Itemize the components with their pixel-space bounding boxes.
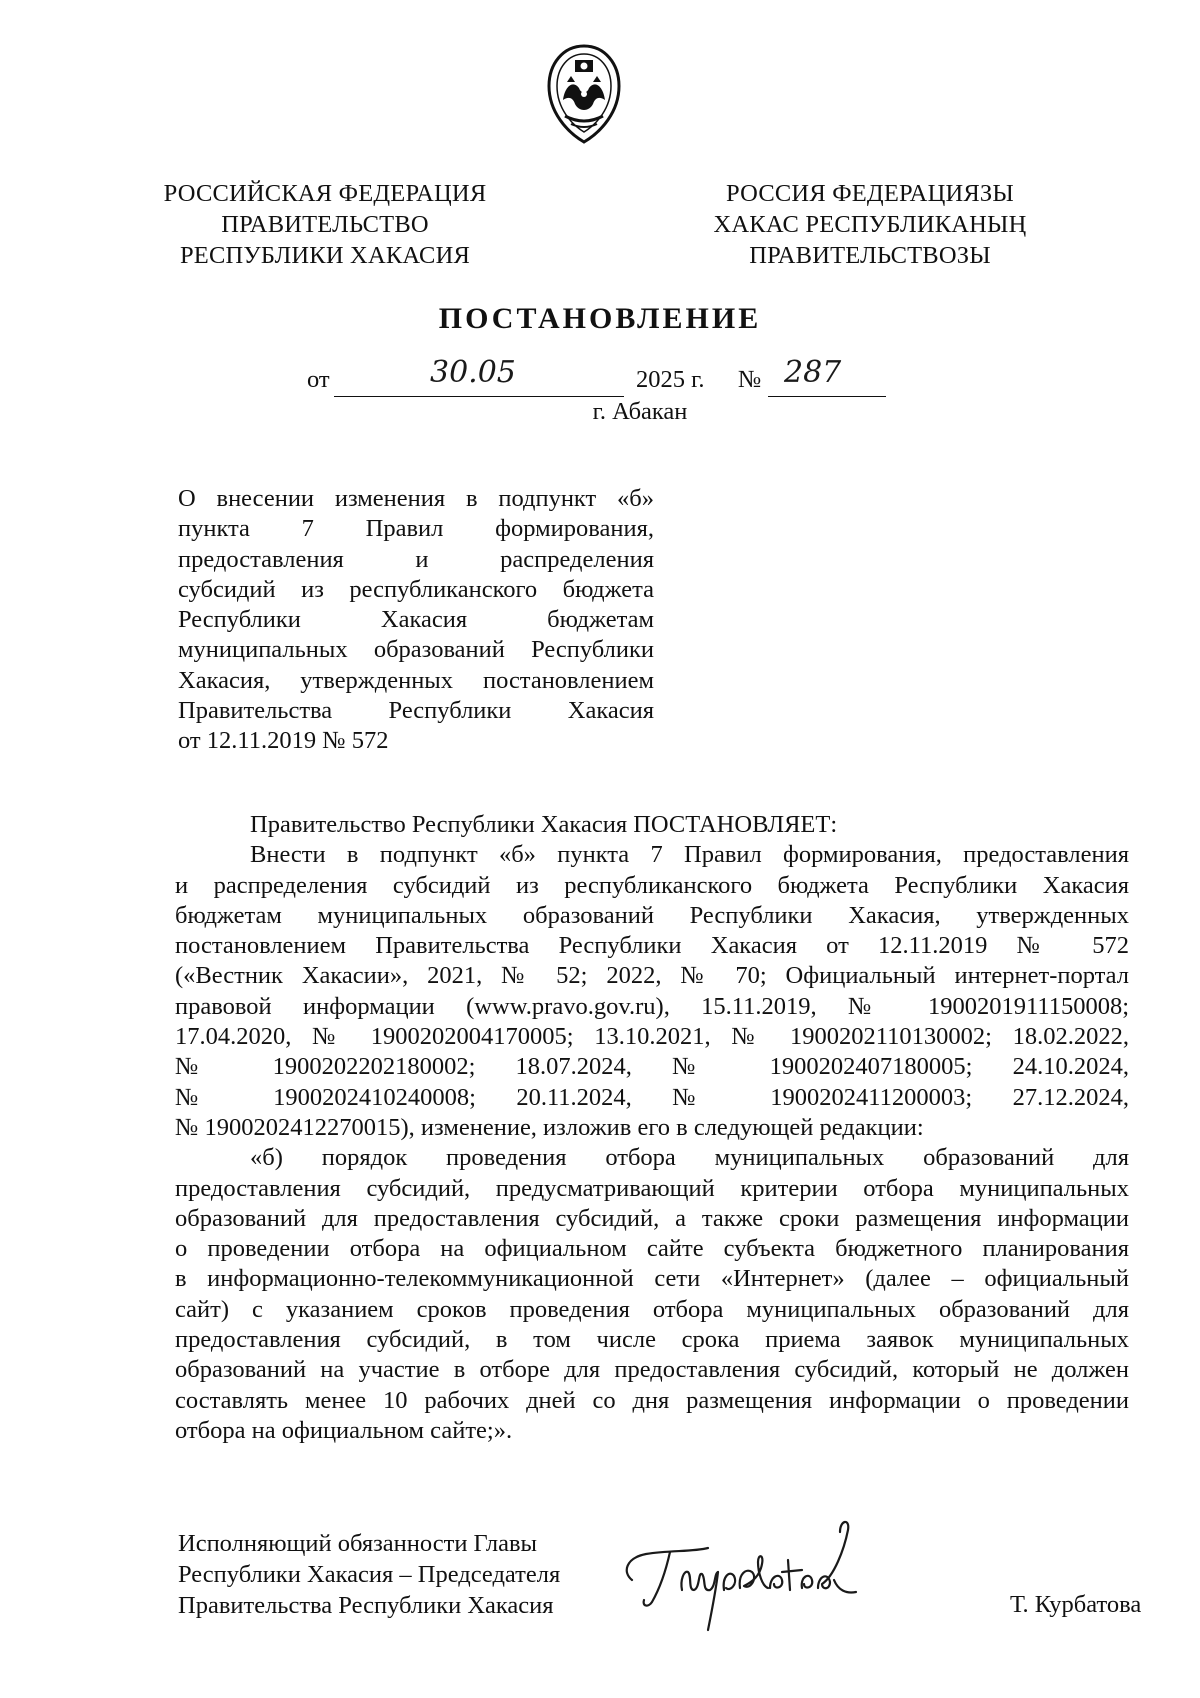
header-right-line: ХАКАС РЕСПУБЛИКАНЫҢ xyxy=(713,211,1027,238)
body-line: о проведении отбора на официальном сайте субъекта бюджетного планирования xyxy=(175,1235,1129,1263)
body-line: 17.04.2020, № 1900202004170005; 13.10.2021, № 1900202110130002; 18.02.2022, xyxy=(175,1023,1129,1051)
body-line: отбора на официальном сайте;». xyxy=(175,1416,513,1444)
body-line: («Вестник Хакасии», 2021, № 52; 2022, № 70; Официальный интернет-портал xyxy=(175,962,1129,990)
signer-name: Т. Курбатова xyxy=(1010,1591,1142,1618)
body-line: Внести в подпункт «б» пункта 7 Правил формирования, предоставления xyxy=(250,841,1129,869)
body-text xyxy=(175,810,1129,1446)
signatory-position xyxy=(178,1528,560,1621)
header-left xyxy=(150,178,500,271)
subject-block xyxy=(178,484,654,757)
handwritten-number: 287 xyxy=(784,355,842,390)
subject-line: от 12.11.2019 № 572 xyxy=(178,727,389,755)
position-line: Республики Хакасия – Председателя xyxy=(178,1561,561,1588)
subject-line: Правительства Республики Хакасия xyxy=(178,697,654,725)
body-line: Правительство Республики Хакасия ПОСТАНОВЛЯЕТ: xyxy=(250,811,838,838)
handwritten-signature xyxy=(612,1510,912,1640)
body-line: № 1900202412270015), изменение, изложив его в следующей редакции: xyxy=(175,1113,924,1141)
subject-line: субсидий из республиканского бюджета xyxy=(178,575,654,603)
body-line: предоставления субсидий, предусматривающий критерии отбора муниципальных xyxy=(175,1174,1129,1202)
body-line: «б) порядок проведения отбора муниципальных образований для xyxy=(250,1144,1129,1172)
document-title: ПОСТАНОВЛЕНИЕ xyxy=(438,302,762,335)
body-line: и распределения субсидий из республиканского бюджета Республики Хакасия xyxy=(175,871,1129,899)
subject-line: Хакасия, утвержденных постановлением xyxy=(178,666,654,694)
city-label: г. Абакан xyxy=(592,398,688,425)
header-right xyxy=(695,178,1045,271)
body-line: в информационно-телекоммуникационной сети «Интернет» (далее – официальный xyxy=(175,1265,1129,1293)
body-line: бюджетам муниципальных образований Республики Хакасия, утвержденных xyxy=(175,901,1129,929)
body-line: образований для предоставления субсидий, а также сроки размещения информации xyxy=(175,1204,1129,1232)
body-line: правовой информации (www.pravo.gov.ru), 15.11.2019, № 1900201911150008; xyxy=(175,992,1129,1020)
coat-of-arms-icon xyxy=(541,42,627,148)
body-line: № 1900202202180002; 18.07.2024, № 1900202407180005; 24.10.2024, xyxy=(175,1053,1129,1081)
position-line: Исполняющий обязанности Главы xyxy=(178,1530,538,1557)
subject-line: муниципальных образований Республики xyxy=(178,636,654,664)
header-left-line: ПРАВИТЕЛЬСТВО xyxy=(221,211,429,238)
subject-line: предоставления и распределения xyxy=(178,545,654,573)
subject-line: пункта 7 Правил формирования, xyxy=(178,515,654,543)
subject-line: О внесении изменения в подпункт «б» xyxy=(178,485,654,512)
body-line: сайт) с указанием сроков проведения отбора муниципальных образований для xyxy=(175,1295,1129,1323)
body-line: № 1900202410240008; 20.11.2024, № 1900202411200003; 27.12.2024, xyxy=(175,1083,1129,1111)
body-line: составлять менее 10 рабочих дней со дня размещения информации о проведении xyxy=(175,1386,1129,1414)
subject-line: Республики Хакасия бюджетам xyxy=(178,606,654,634)
position-line: Правительства Республики Хакасия xyxy=(178,1592,554,1619)
date-from-label: от xyxy=(307,366,330,393)
header-left-line: РЕСПУБЛИКИ ХАКАСИЯ xyxy=(179,242,471,269)
header-right-line: ПРАВИТЕЛЬСТВОЗЫ xyxy=(749,242,991,269)
handwritten-date: 30.05 xyxy=(430,355,516,390)
year-text: 2025 г. xyxy=(636,366,705,393)
body-line: образований на участие в отборе для предоставления субсидий, который не должен xyxy=(175,1356,1129,1384)
number-label: № xyxy=(738,366,762,393)
header-left-line: РОССИЙСКАЯ ФЕДЕРАЦИЯ xyxy=(163,180,487,207)
header-right-line: РОССИЯ ФЕДЕРАЦИЯЗЫ xyxy=(726,180,1014,207)
body-line: постановлением Правительства Республики Хакасия от 12.11.2019 № 572 xyxy=(175,932,1129,960)
body-line: предоставления субсидий, в том числе срока приема заявок муниципальных xyxy=(175,1326,1129,1354)
